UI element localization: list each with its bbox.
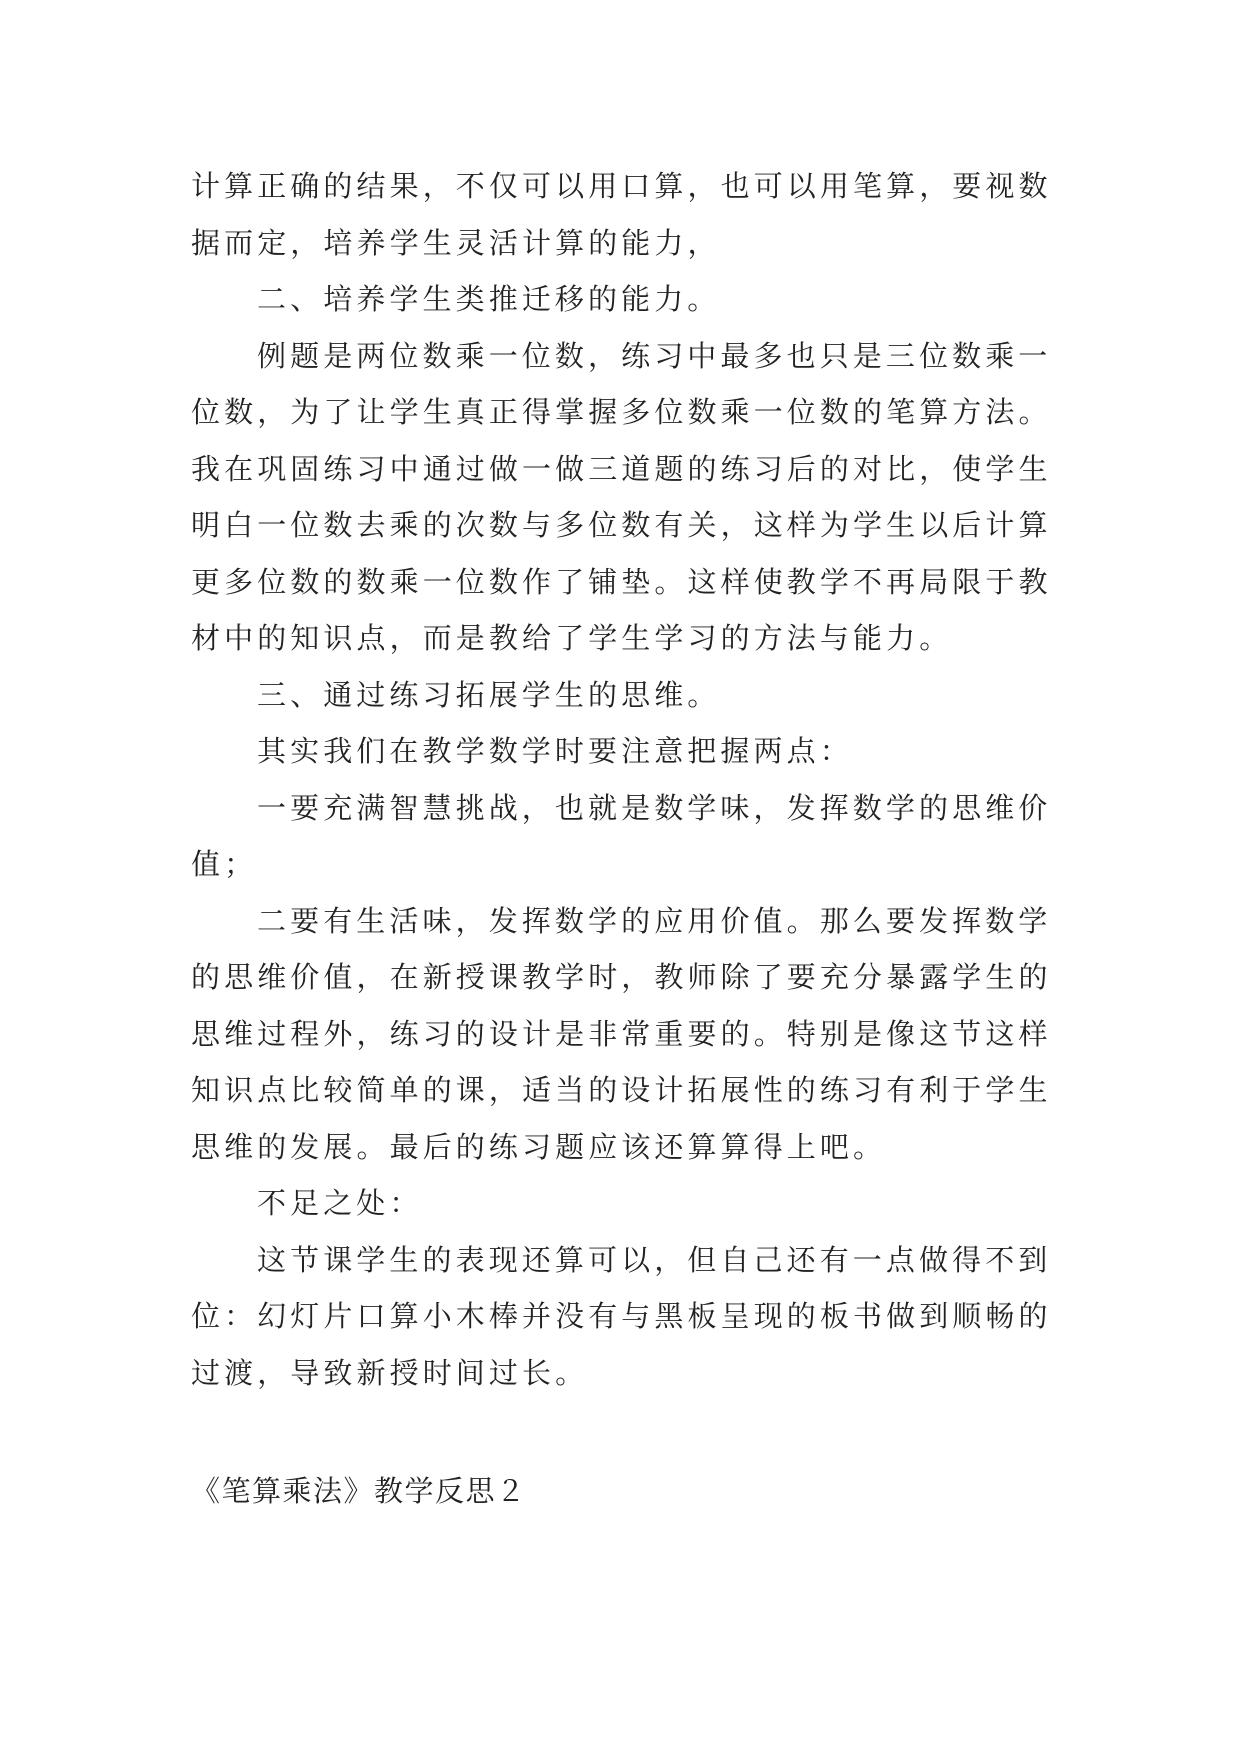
text-line: 的思维价值，在新授课教学时，教师除了要充分暴露学生的 — [191, 960, 1052, 994]
text-line: 更多位数的数乘一位数作了铺垫。这样使教学不再局限于教 — [191, 564, 1052, 599]
text-line: 二要有生活味，发挥数学的应用价值。那么要发挥数学 — [257, 903, 1052, 938]
section-heading: 二、培养学生类推迁移的能力。 — [257, 282, 721, 316]
text-line: 例题是两位数乘一位数，练习中最多也只是三位数乘一 — [257, 338, 1052, 373]
document-body — [191, 158, 1053, 1519]
spacer — [191, 1401, 1053, 1463]
text-line: 据而定，培养学生灵活计算的能力， — [191, 225, 721, 260]
text-line: 位：幻灯片口算小木棒并没有与黑板呈现的板书做到顺畅的 — [191, 1299, 1052, 1333]
subheading: 不足之处： — [257, 1186, 423, 1220]
section-heading: 三、通过练习拓展学生的思维。 — [257, 677, 721, 712]
text-line: 明白一位数去乘的次数与多位数有关，这样为学生以后计算 — [191, 508, 1052, 542]
text-line: 值； — [191, 847, 258, 881]
text-line: 计算正确的结果，不仅可以用口算，也可以用笔算，要视数 — [191, 169, 1052, 203]
text-line: 一要充满智慧挑战，也就是数学味，发挥数学的思维价 — [257, 790, 1052, 825]
text-line: 其实我们在教学数学时要注意把握两点： — [257, 734, 853, 768]
text-line: 知识点比较简单的课，适当的设计拓展性的练习有利于学生 — [191, 1073, 1052, 1107]
text-line: 位数，为了让学生真正得掌握多位数乘一位数的笔算方法。 — [191, 395, 1052, 429]
next-section-title: 《笔算乘法》教学反思２ — [191, 1474, 527, 1508]
text-line: 这节课学生的表现还算可以，但自己还有一点做得不到 — [257, 1242, 1052, 1277]
text-line: 材中的知识点，而是教给了学生学习的方法与能力。 — [191, 621, 953, 655]
text-line: 思维过程外，练习的设计是非常重要的。特别是像这节这样 — [191, 1016, 1052, 1051]
text-line: 我在巩固练习中通过做一做三道题的练习后的对比，使学生 — [191, 451, 1052, 486]
text-line: 思维的发展。最后的练习题应该还算算得上吧。 — [191, 1129, 887, 1164]
text-line: 过渡，导致新授时间过长。 — [191, 1355, 589, 1390]
